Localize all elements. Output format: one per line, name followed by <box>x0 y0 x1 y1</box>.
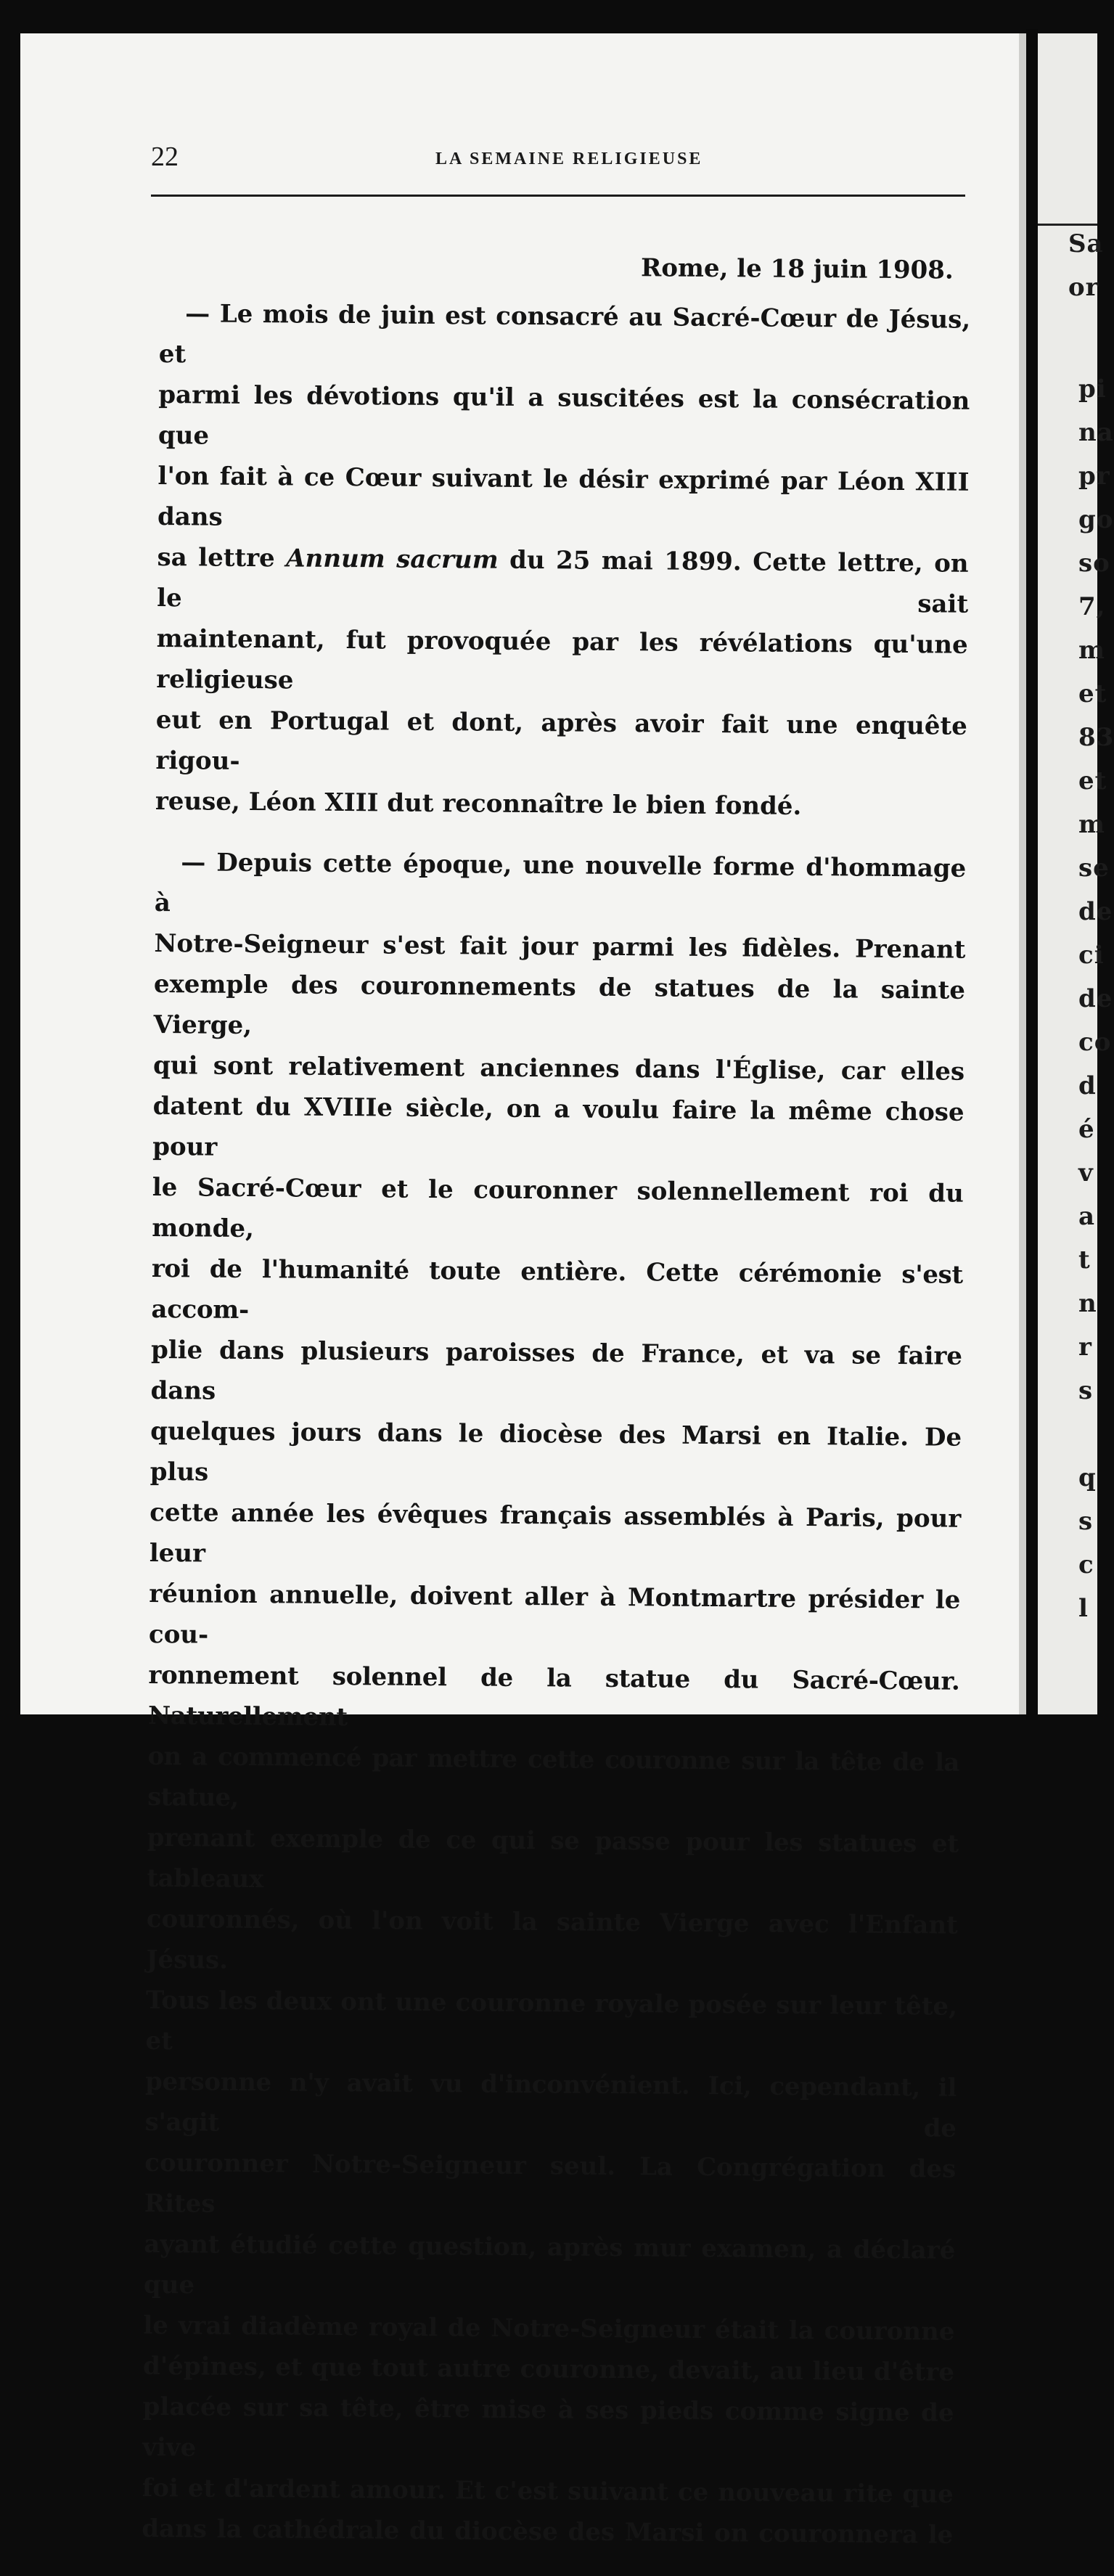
text-line: sa lettre Annum sacrum du 25 mai 1899. Cette lettre, on le sait <box>157 542 969 619</box>
body-text <box>142 244 971 2576</box>
adjacent-page-fragment: pr <box>1078 462 1110 491</box>
adjacent-page-fragment: l <box>1078 1594 1089 1623</box>
text-line: dans la cathédrale du diocèse des Marsi on couronnera le <box>142 2514 954 2550</box>
adjacent-page-fragment: s <box>1078 1507 1094 1536</box>
page-number: 22 <box>151 142 179 172</box>
adjacent-page-fragment: Sa <box>1068 229 1104 258</box>
adjacent-page-fragment: q <box>1078 1463 1097 1492</box>
text-line: cette année les évêques français assemblés à Paris, pour leur <box>149 1497 962 1569</box>
adjacent-page-fragment: r <box>1078 1333 1092 1362</box>
book-gutter <box>1026 29 1038 1720</box>
adjacent-page-fragment: s <box>1078 1376 1094 1405</box>
dateline: Rome, le 18 juin 1908. <box>640 253 954 285</box>
adjacent-page-fragment: se <box>1078 854 1110 883</box>
text-line: on a commencé par mettre cette couronne sur la tête de la statue, <box>147 1741 959 1812</box>
text-line: le vrai diadème royal de Notre-Seigneur était la couronne <box>143 2310 955 2347</box>
text-line: le Sacré-Cœur et le couronner solennellement roi du monde, <box>152 1172 964 1244</box>
text-line: l'on fait à ce Cœur suivant le désir exprimé par Léon XIII dans <box>157 461 970 532</box>
text-line: couronner Notre-Seigneur seul. La Congrégation des Rites <box>144 2148 957 2219</box>
adjacent-page-fragment: m <box>1078 810 1105 839</box>
text-line: eut en Portugal et dont, après avoir fait une enquête rigou- <box>155 705 967 776</box>
text-line: réunion annuelle, doivent aller à Montmartre présider le cou- <box>148 1579 961 1650</box>
adjacent-page-fragment: 7, <box>1078 592 1106 621</box>
text-line: placée sur sa tête, être mise à ses pieds comme signe de vive <box>142 2392 954 2463</box>
adjacent-page-fragment: et <box>1078 679 1107 708</box>
adjacent-page-fragment: de <box>1078 897 1113 926</box>
adjacent-page-fragment: co <box>1078 1028 1112 1057</box>
adjacent-page-fragment: t <box>1078 1246 1091 1275</box>
text-line: datent du XVIIIe siècle, on a voulu faire la même chose pour <box>152 1091 964 1162</box>
text-line: maintenant, fut provoquée par les révélations qu'une religieuse <box>156 623 968 695</box>
text-line: — Le mois de juin est consacré au Sacré-Cœur de Jésus, et <box>158 299 971 369</box>
adjacent-page-fragment: 83 <box>1078 723 1114 752</box>
adjacent-page-fragment: na <box>1078 418 1114 447</box>
adjacent-page-fragment: pi <box>1078 375 1107 404</box>
text-line: — Depuis cette époque, une nouvelle forme d'hommage à <box>154 848 967 918</box>
text-line: personne n'y avait vu d'inconvénient. Ici, cependant, il s'agit de <box>144 2066 957 2143</box>
adjacent-page-fragment: so <box>1078 549 1110 578</box>
text-line: plie dans plusieurs paroisses de France, et va se faire dans <box>150 1335 963 1406</box>
text-line: quelques jours dans le diocèse des Marsi en Italie. De plus <box>150 1416 962 1487</box>
text-line: Notre-Seigneur s'est fait jour parmi les fidèles. Prenant <box>154 928 966 965</box>
text-line: reuse, Léon XIII dut reconnaître le bien fondé. <box>155 786 802 821</box>
text-line: qui sont relativement anciennes dans l'Église, car elles <box>152 1050 965 1087</box>
text-line: foi et d'ardent amour. Et c'est suivant ce nouveau rite que <box>142 2473 954 2509</box>
adjacent-page-fragment: et <box>1078 766 1107 796</box>
text-line: roi de l'humanité toute entière. Cette cérémonie s'est accom- <box>151 1254 964 1325</box>
adjacent-page-fragment: de <box>1078 984 1113 1013</box>
adjacent-page-fragment: or <box>1068 273 1099 302</box>
adjacent-page-rule <box>1038 224 1097 226</box>
adjacent-page-fragment: v <box>1078 1158 1094 1187</box>
adjacent-page-fragment: m <box>1078 636 1105 665</box>
adjacent-page-fragment: é <box>1078 1115 1095 1144</box>
adjacent-page-fragment: go <box>1078 505 1114 534</box>
text-line: exemple des couronnements de statues de la sainte Vierge, <box>153 969 966 1041</box>
running-title: LA SEMAINE RELIGIEUSE <box>435 150 703 168</box>
adjacent-page <box>1038 33 1114 1714</box>
text-line: d'épines, et que tout autre couronne, devait, au lieu d'être <box>142 2351 955 2387</box>
text-line: Tous les deux ont une couronne royale posée sur leur tête, et <box>145 1985 958 2056</box>
adjacent-page-fragment: ci <box>1078 941 1105 970</box>
text-line: ronnement solennel de la statue du Sacré-Cœur. Naturellement <box>147 1660 960 1733</box>
paragraph-2 <box>142 842 966 2556</box>
adjacent-page-fragment: n <box>1078 1289 1097 1318</box>
text-line: prenant exemple de ce qui se passe pour les statues et tableaux <box>147 1823 959 1894</box>
encyclical-title: Annum sacrum <box>286 544 499 575</box>
adjacent-page-fragment: d <box>1078 1071 1097 1100</box>
text-line: couronnés, où l'on voit la sainte Vierge avec l'Enfant Jésus. <box>146 1904 958 1975</box>
adjacent-page-fragment: a <box>1078 1202 1096 1231</box>
text-line: parmi les dévotions qu'il a suscitées est la consécration que <box>157 380 970 451</box>
text-line: ayant étudié cette question, après mur examen, a déclaré que <box>143 2229 956 2300</box>
paragraph-1 <box>155 293 971 828</box>
adjacent-page-fragment: c <box>1078 1550 1094 1579</box>
book-page <box>20 33 1026 2550</box>
header-rule <box>151 195 965 197</box>
